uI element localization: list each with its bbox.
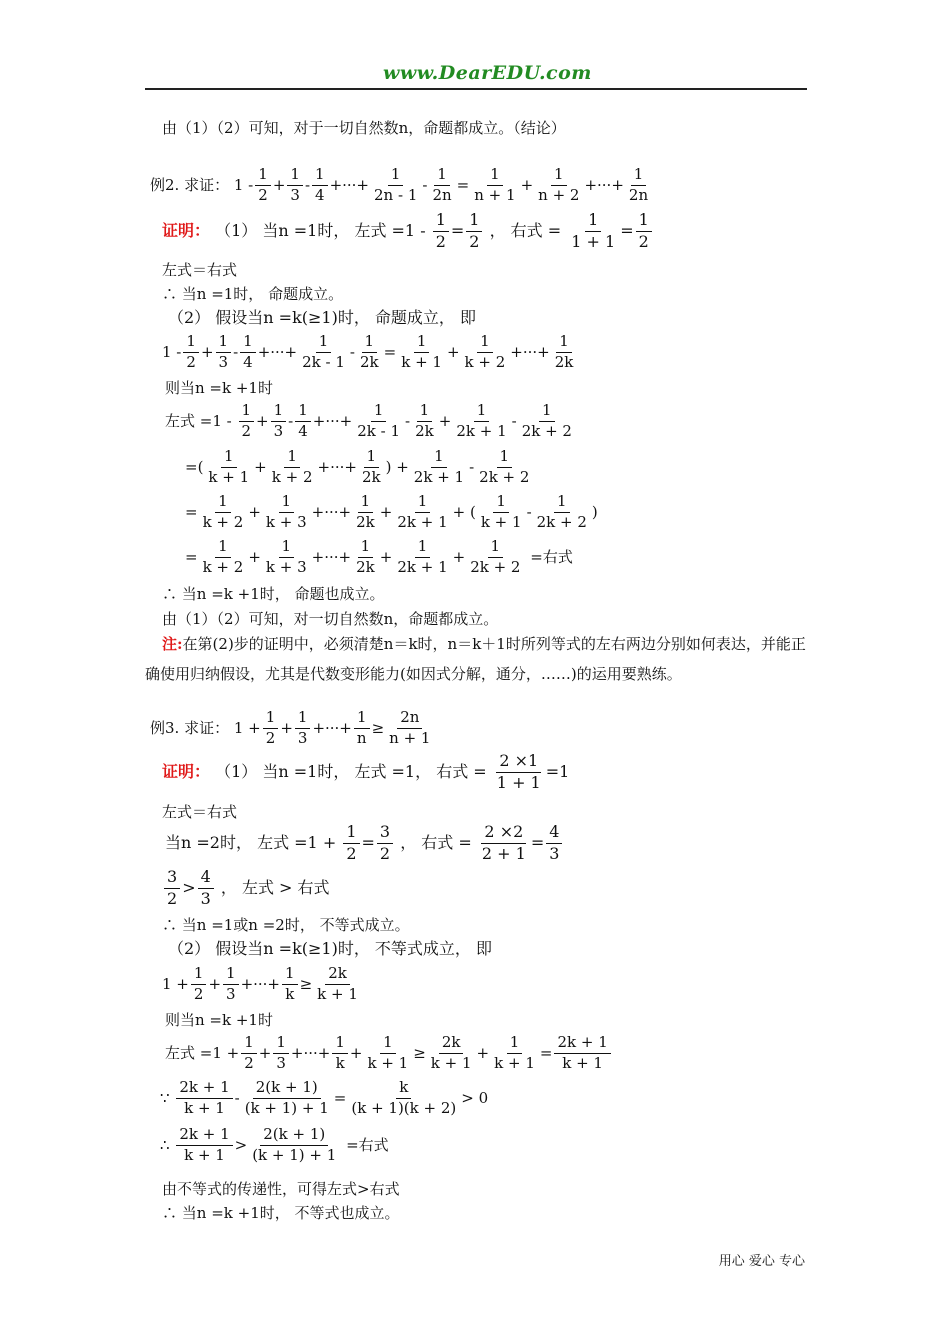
left-label: 左式 =1 - [165, 411, 232, 430]
example3-statement: 例3. 求证： 1 + 1 2 + 1 3 +···+ 1 n ≥ 2n n + 1 [150, 708, 431, 747]
therefore-2: ∴ 当n =k +1时， 命题也成立。 [162, 585, 385, 603]
conclusion-1: 由（1）（2）可知，对于一切自然数n，命题都成立。（结论） [162, 119, 566, 137]
ex2-then: 则当n =k +1时 [165, 379, 273, 397]
ex2-label: 例2. 求证： [150, 175, 230, 194]
note-paragraph [145, 629, 810, 689]
ex3-label: 例3. 求证： [150, 718, 230, 737]
header-rule [145, 88, 807, 90]
ex2-line-c: = 1 k + 2 + 1 k + 3 +···+ 1 2k + 1 2k + 1 + 1 2k + 2 =右式 [185, 537, 573, 576]
ex3-therefore-1: ∴ 当n =1或n =2时， 不等式成立。 [162, 916, 410, 934]
ex2-step1: 证明： （1） 当n =1时， 左式 =1 - 1 2 = 1 2 ， 右式 = 1 1 + 1 = 1 2 [162, 212, 654, 251]
page-header [145, 62, 807, 96]
because-symbol: ∵ [160, 1088, 170, 1107]
eq-right-label-2: =右式 [346, 1135, 389, 1154]
ex2-line-a: =( 1 k + 1 + 1 k + 2 +···+ 1 2k ) + 1 2k + 1 - 1 2k + 2 [185, 447, 530, 486]
ex2-step2: （2） 假设当n =k(≥1)时， 命题成立， 即 [168, 308, 477, 327]
page-footer: 用心 爱心 专心 [718, 1254, 805, 1269]
lr-equal-2: 左式＝右式 [162, 803, 238, 821]
therefore-1: ∴ 当n =1时， 命题成立。 [162, 285, 344, 303]
site-logo: www.DearEDU.com [383, 62, 592, 84]
lr-equal-1: 左式＝右式 [162, 261, 238, 279]
therefore-symbol: ∴ [160, 1135, 170, 1154]
ex2-formula: 1 - 1 2 + 1 3 - 1 4 +···+ 1 2n - 1 - 1 2n = 1 n + 1 + 1 n + 2 +···+ 1 2n [233, 165, 649, 204]
ex3-left-expand: 左式 =1 + 1 2 + 1 3 +···+ 1 k + 1 k + 1 ≥ 2k k + 1 + 1 k + 1 = 2k + 1 k + 1 [165, 1035, 613, 1072]
ex3-therefore-2: ∴ 当n =k +1时， 不等式也成立。 [162, 1204, 400, 1222]
note-label: 注: [162, 635, 183, 653]
e3-step1-text: （1） 当n =1时， 左式 =1， 右式 = [215, 762, 487, 782]
ex3-compare: 3 2 > 4 3 ， 左式 > 右式 [162, 869, 330, 908]
ex3-hypothesis: 1 + 1 2 + 1 3 +···+ 1 k ≥ 2k k + 1 [162, 964, 358, 1003]
proof-label-2: 证明： [162, 762, 211, 782]
eq-right-label: =右式 [530, 547, 573, 566]
right-label: ， 右式 = [489, 221, 562, 241]
proof-label: 证明： [162, 221, 211, 241]
e3-n2-text: 当n =2时， 左式 =1 + [165, 833, 337, 853]
ex3-n2: 当n =2时， 左式 =1 + 1 2 = 3 2 ， 右式 = 2 ×2 2 + 1 = 4 3 [165, 824, 564, 863]
right-label-2: ， 右式 = [400, 833, 472, 853]
step1-text: （1） 当n =1时， 左式 =1 - [215, 221, 426, 241]
ex2-line-b: = 1 k + 2 + 1 k + 3 +···+ 1 2k + 1 2k + 1 + ( 1 k + 1 - 1 2k + 2 ) [185, 492, 598, 531]
ex2-left-expand: 左式 =1 - 1 2 + 1 3 - 1 4 +···+ 1 2k - 1 - 1 2k + 1 2k + 1 - 1 2k + 2 [165, 401, 572, 440]
ex3-step1: 证明： （1） 当n =1时， 左式 =1， 右式 = 2 ×1 1 + 1 =1 [162, 751, 570, 792]
ex2-hypothesis: 1 - 1 2 + 1 3 - 1 4 +···+ 1 2k - 1 - 1 2k = 1 k + 1 + 1 k + 2 +···+ 1 2k [162, 332, 574, 371]
ex3-because: ∵ 2k + 1 k + 1 - 2(k + 1) (k + 1) + 1 = k (k + 1)(k + 2) > 0 [160, 1078, 489, 1117]
ex3-then: 则当n =k +1时 [165, 1011, 273, 1029]
example2-statement [150, 167, 653, 204]
ex3-transitivity: 由不等式的传递性，可得左式>右式 [162, 1180, 400, 1198]
conclusion-2: 由（1）（2）可知，对一切自然数n，命题都成立。 [162, 610, 499, 628]
ex3-therefore-ineq: ∴ 2k + 1 k + 1 > 2(k + 1) (k + 1) + 1 =右式 [160, 1125, 389, 1164]
ex3-step2: （2） 假设当n =k(≥1)时， 不等式成立， 即 [168, 939, 493, 958]
e3-gt-text: ， 左式 > 右式 [220, 878, 330, 898]
note-text: 在第(2)步的证明中，必须清楚n＝k时，n＝k＋1时所列等式的左右两边分别如何表达，并能正确使用归纳假设，尤其是代数变形能力(如因式分解，通分，……)的运用要熟练。 [145, 635, 806, 683]
